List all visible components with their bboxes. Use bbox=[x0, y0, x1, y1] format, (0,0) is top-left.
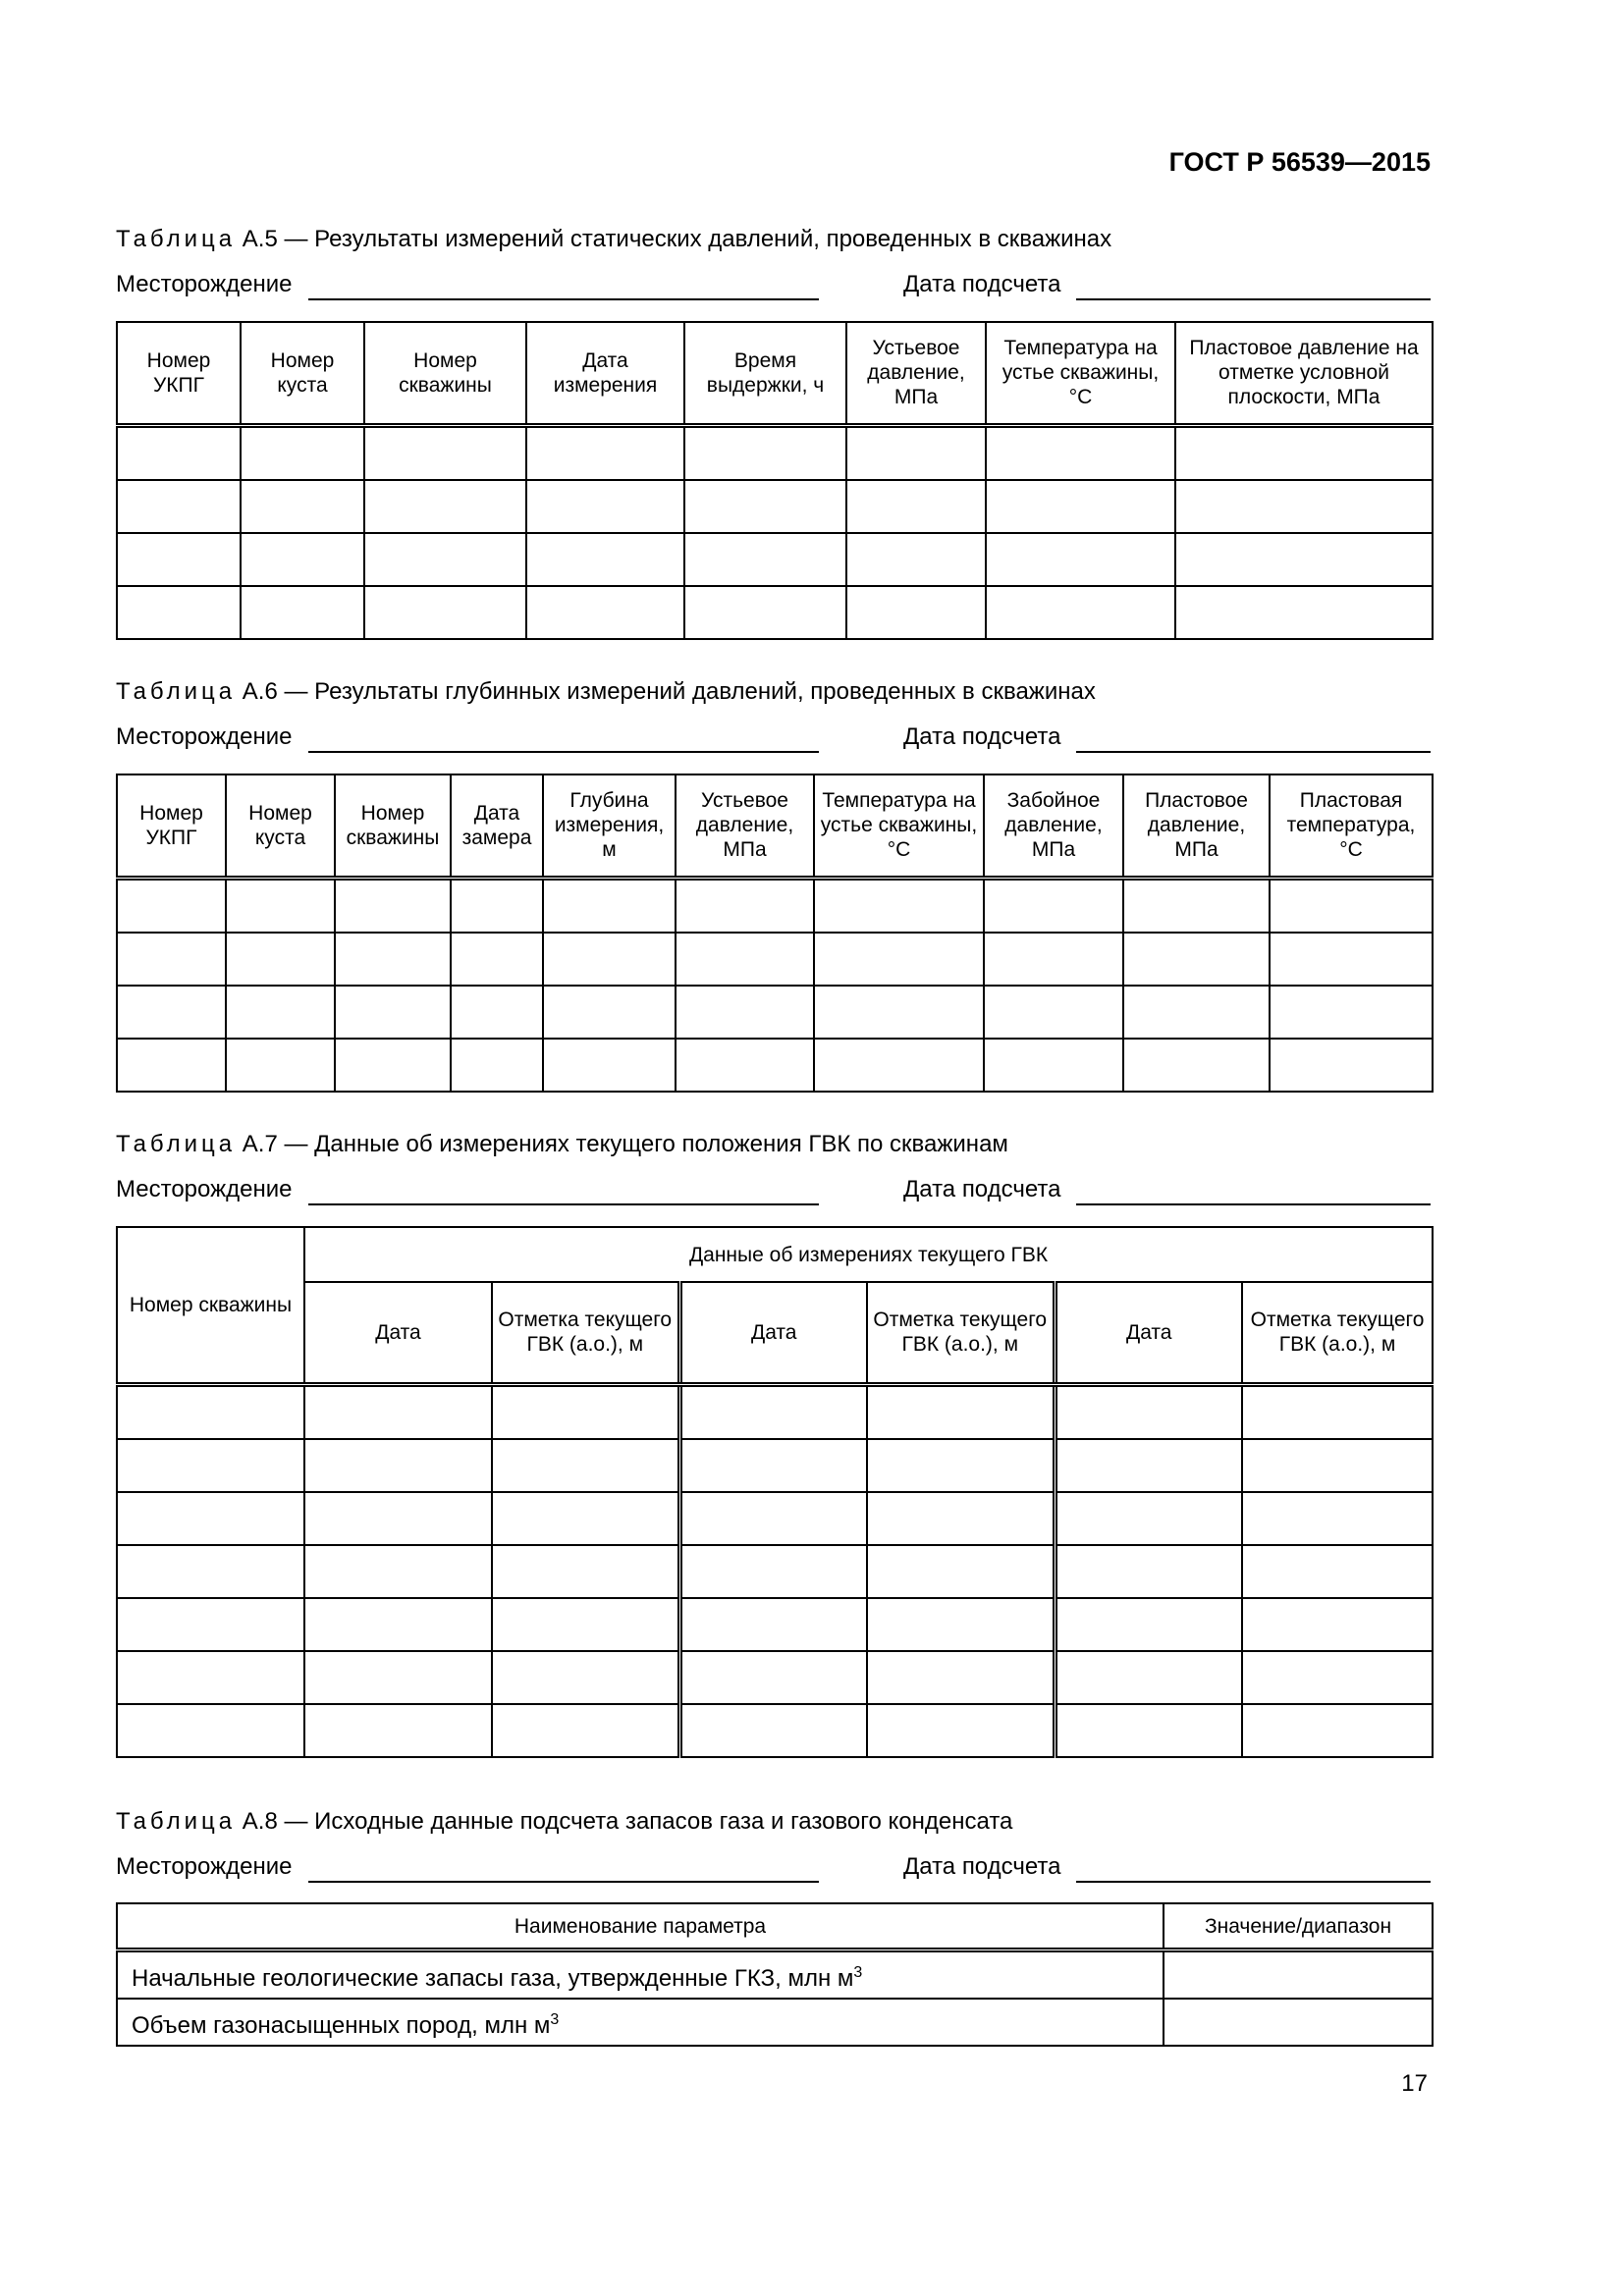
date-label: Дата подсчета bbox=[903, 271, 1061, 297]
field-label: Месторождение bbox=[116, 1853, 293, 1880]
table-cell[interactable] bbox=[679, 1384, 867, 1439]
table-cell[interactable] bbox=[492, 1545, 679, 1598]
table-a6-col-reservoir-temp: Пластовая температура, °С bbox=[1270, 774, 1433, 878]
table-cell[interactable] bbox=[1123, 933, 1270, 986]
table-a6-fields bbox=[116, 723, 1431, 757]
field-input-line[interactable] bbox=[308, 1853, 819, 1883]
table-a5-fields bbox=[116, 271, 1431, 304]
table-cell[interactable] bbox=[1055, 1598, 1242, 1651]
field-input-line[interactable] bbox=[308, 1176, 819, 1205]
table-row bbox=[117, 1950, 1433, 2000]
table-cell[interactable] bbox=[364, 480, 526, 533]
table-a6-caption-word: Таблица bbox=[116, 678, 237, 705]
param-unit-superscript: 3 bbox=[550, 2010, 560, 2028]
table-cell[interactable] bbox=[1175, 533, 1433, 586]
table-a7-col-date-2: Дата bbox=[679, 1282, 867, 1384]
table-a5-col-wellhead-temp: Температура на устье скважины, °С bbox=[986, 322, 1175, 425]
date-label: Дата подсчета bbox=[903, 1853, 1061, 1880]
table-cell[interactable] bbox=[1123, 1039, 1270, 1092]
table-cell[interactable] bbox=[226, 986, 335, 1039]
table-cell[interactable] bbox=[1055, 1384, 1242, 1439]
table-cell[interactable] bbox=[543, 878, 676, 933]
table-cell[interactable] bbox=[684, 425, 846, 480]
table-cell[interactable] bbox=[1242, 1439, 1433, 1492]
table-row bbox=[117, 1704, 1433, 1757]
table-a7-col-mark-1: Отметка текущего ГВК (а.о.), м bbox=[492, 1282, 679, 1384]
table-a7 bbox=[116, 1226, 1434, 1758]
table-cell[interactable] bbox=[814, 933, 984, 986]
table-row bbox=[117, 480, 1433, 533]
table-cell[interactable] bbox=[984, 1039, 1123, 1092]
table-cell[interactable] bbox=[492, 1439, 679, 1492]
table-row bbox=[117, 1492, 1433, 1545]
table-cell[interactable] bbox=[867, 1439, 1055, 1492]
table-a8-col-value: Значение/диапазон bbox=[1164, 1903, 1433, 1950]
date-label: Дата подсчета bbox=[903, 723, 1061, 750]
table-cell[interactable] bbox=[846, 425, 986, 480]
table-cell[interactable] bbox=[117, 1651, 304, 1704]
table-cell[interactable] bbox=[335, 1039, 451, 1092]
table-cell[interactable] bbox=[986, 480, 1175, 533]
table-cell[interactable] bbox=[1270, 933, 1433, 986]
table-row bbox=[117, 1545, 1433, 1598]
table-cell[interactable] bbox=[679, 1651, 867, 1704]
table-a5-col-reservoir-pressure: Пластовое давление на отметке условной плоскости, МПа bbox=[1175, 322, 1433, 425]
table-cell[interactable] bbox=[117, 533, 241, 586]
table-cell[interactable] bbox=[679, 1598, 867, 1651]
table-cell[interactable] bbox=[1055, 1651, 1242, 1704]
table-a5-caption-word: Таблица bbox=[116, 226, 237, 252]
field-label: Месторождение bbox=[116, 723, 293, 750]
table-a6-col-cluster: Номер куста bbox=[226, 774, 335, 878]
table-cell[interactable] bbox=[543, 1039, 676, 1092]
param-value-cell[interactable] bbox=[1164, 1999, 1433, 2046]
table-cell[interactable] bbox=[304, 1651, 492, 1704]
param-name: Начальные геологические запасы газа, утвержденные ГКЗ, млн м bbox=[132, 1964, 854, 1992]
table-cell[interactable] bbox=[304, 1598, 492, 1651]
document-number: ГОСТ Р 56539—2015 bbox=[1168, 147, 1431, 177]
table-a6-caption bbox=[116, 678, 1096, 706]
table-a5-caption bbox=[116, 226, 1111, 253]
table-cell[interactable] bbox=[335, 986, 451, 1039]
date-input-line[interactable] bbox=[1076, 1176, 1431, 1205]
table-a6-col-wellhead-temp: Температура на устье скважины, °С bbox=[814, 774, 984, 878]
table-row bbox=[117, 1651, 1433, 1704]
table-cell[interactable] bbox=[304, 1384, 492, 1439]
table-row bbox=[117, 1439, 1433, 1492]
table-a5-col-well: Номер скважины bbox=[364, 322, 526, 425]
table-cell[interactable] bbox=[117, 425, 241, 480]
table-a8-caption-text: А.8 — Исходные данные подсчета запасов газа и газового конденсата bbox=[242, 1808, 1013, 1835]
table-cell[interactable] bbox=[679, 1704, 867, 1757]
table-a7-col-date-3: Дата bbox=[1055, 1282, 1242, 1384]
table-cell[interactable] bbox=[984, 933, 1123, 986]
table-row bbox=[117, 878, 1433, 933]
table-a5 bbox=[116, 321, 1434, 640]
table-a6-caption-text: А.6 — Результаты глубинных измерений давлений, проведенных в скважинах bbox=[242, 678, 1096, 705]
table-cell[interactable] bbox=[867, 1704, 1055, 1757]
table-cell[interactable] bbox=[304, 1545, 492, 1598]
table-cell[interactable] bbox=[492, 1384, 679, 1439]
table-a6-col-well: Номер скважины bbox=[335, 774, 451, 878]
table-cell[interactable] bbox=[679, 1439, 867, 1492]
table-cell[interactable] bbox=[1242, 1545, 1433, 1598]
table-a7-group-header: Данные об измерениях текущего ГВК bbox=[304, 1227, 1433, 1282]
table-cell[interactable] bbox=[1175, 586, 1433, 639]
table-cell[interactable] bbox=[451, 933, 543, 986]
table-cell[interactable] bbox=[867, 1384, 1055, 1439]
table-cell[interactable] bbox=[117, 1545, 304, 1598]
table-cell[interactable] bbox=[117, 933, 226, 986]
table-cell[interactable] bbox=[117, 1598, 304, 1651]
page-number: 17 bbox=[1401, 2070, 1428, 2097]
table-row bbox=[117, 586, 1433, 639]
table-cell[interactable] bbox=[117, 1492, 304, 1545]
table-a7-fields bbox=[116, 1176, 1431, 1209]
table-a6-col-wellhead-pressure: Устьевое давление, МПа bbox=[676, 774, 814, 878]
table-cell[interactable] bbox=[1270, 986, 1433, 1039]
table-row bbox=[117, 1039, 1433, 1092]
table-cell[interactable] bbox=[492, 1704, 679, 1757]
date-input-line[interactable] bbox=[1076, 271, 1431, 300]
table-cell[interactable] bbox=[867, 1492, 1055, 1545]
table-cell[interactable] bbox=[241, 586, 364, 639]
table-cell[interactable] bbox=[1055, 1545, 1242, 1598]
table-a5-col-wellhead-pressure: Устьевое давление, МПа bbox=[846, 322, 986, 425]
table-cell[interactable] bbox=[492, 1492, 679, 1545]
table-cell[interactable] bbox=[1270, 1039, 1433, 1092]
table-cell[interactable] bbox=[492, 1651, 679, 1704]
table-a5-col-date: Дата измерения bbox=[526, 322, 684, 425]
table-a6 bbox=[116, 774, 1434, 1093]
table-a7-col-date-1: Дата bbox=[304, 1282, 492, 1384]
table-cell[interactable] bbox=[1242, 1492, 1433, 1545]
table-cell[interactable] bbox=[526, 533, 684, 586]
table-a6-col-date: Дата замера bbox=[451, 774, 543, 878]
table-cell[interactable] bbox=[814, 1039, 984, 1092]
table-cell[interactable] bbox=[226, 933, 335, 986]
table-a6-col-bottomhole-pressure: Забойное давление, МПа bbox=[984, 774, 1123, 878]
table-cell[interactable] bbox=[335, 933, 451, 986]
table-row bbox=[117, 533, 1433, 586]
table-cell[interactable] bbox=[451, 986, 543, 1039]
table-cell[interactable] bbox=[117, 1039, 226, 1092]
table-cell[interactable] bbox=[364, 586, 526, 639]
table-cell[interactable] bbox=[526, 425, 684, 480]
table-cell[interactable] bbox=[1055, 1439, 1242, 1492]
table-a7-caption-text: А.7 — Данные об измерениях текущего положения ГВК по скважинам bbox=[242, 1131, 1008, 1157]
table-cell[interactable] bbox=[814, 986, 984, 1039]
table-cell[interactable] bbox=[241, 533, 364, 586]
table-a8-fields bbox=[116, 1853, 1431, 1887]
table-cell[interactable] bbox=[867, 1651, 1055, 1704]
param-name-cell bbox=[117, 1950, 1164, 2000]
table-cell[interactable] bbox=[684, 480, 846, 533]
table-cell[interactable] bbox=[846, 480, 986, 533]
table-cell[interactable] bbox=[1123, 986, 1270, 1039]
table-cell[interactable] bbox=[986, 533, 1175, 586]
table-cell[interactable] bbox=[846, 533, 986, 586]
table-cell[interactable] bbox=[117, 1704, 304, 1757]
table-a6-col-ukpg: Номер УКПГ bbox=[117, 774, 226, 878]
table-cell[interactable] bbox=[867, 1598, 1055, 1651]
date-input-line[interactable] bbox=[1076, 1853, 1431, 1883]
table-cell[interactable] bbox=[1175, 480, 1433, 533]
table-cell[interactable] bbox=[814, 878, 984, 933]
table-cell[interactable] bbox=[1270, 878, 1433, 933]
table-a8-caption-word: Таблица bbox=[116, 1808, 237, 1835]
table-cell[interactable] bbox=[451, 878, 543, 933]
table-cell[interactable] bbox=[1055, 1492, 1242, 1545]
table-cell[interactable] bbox=[1242, 1651, 1433, 1704]
param-unit-superscript: 3 bbox=[853, 1963, 863, 1981]
table-a5-col-ukpg: Номер УКПГ bbox=[117, 322, 241, 425]
table-cell[interactable] bbox=[304, 1492, 492, 1545]
table-a6-col-reservoir-pressure: Пластовое давление, МПа bbox=[1123, 774, 1270, 878]
table-a8 bbox=[116, 1902, 1434, 2047]
table-cell[interactable] bbox=[846, 586, 986, 639]
table-cell[interactable] bbox=[117, 1439, 304, 1492]
table-cell[interactable] bbox=[364, 425, 526, 480]
field-input-line[interactable] bbox=[308, 723, 819, 753]
table-cell[interactable] bbox=[676, 1039, 814, 1092]
table-cell[interactable] bbox=[1123, 878, 1270, 933]
table-a7-col-mark-2: Отметка текущего ГВК (а.о.), м bbox=[867, 1282, 1055, 1384]
table-cell[interactable] bbox=[304, 1704, 492, 1757]
table-row bbox=[117, 1999, 1433, 2046]
table-cell[interactable] bbox=[335, 878, 451, 933]
table-row bbox=[117, 425, 1433, 480]
table-cell[interactable] bbox=[986, 425, 1175, 480]
field-input-line[interactable] bbox=[308, 271, 819, 300]
table-cell[interactable] bbox=[986, 586, 1175, 639]
table-cell[interactable] bbox=[1055, 1704, 1242, 1757]
table-cell[interactable] bbox=[526, 586, 684, 639]
table-cell[interactable] bbox=[492, 1598, 679, 1651]
table-cell[interactable] bbox=[984, 986, 1123, 1039]
field-label: Месторождение bbox=[116, 271, 293, 297]
param-name-cell bbox=[117, 1999, 1164, 2046]
table-a5-col-cluster: Номер куста bbox=[241, 322, 364, 425]
table-cell[interactable] bbox=[117, 878, 226, 933]
table-cell[interactable] bbox=[1242, 1384, 1433, 1439]
table-cell[interactable] bbox=[676, 933, 814, 986]
table-a5-caption-text: А.5 — Результаты измерений статических давлений, проведенных в скважинах bbox=[242, 226, 1112, 252]
table-cell[interactable] bbox=[117, 480, 241, 533]
table-cell[interactable] bbox=[676, 986, 814, 1039]
table-cell[interactable] bbox=[304, 1439, 492, 1492]
table-cell[interactable] bbox=[543, 986, 676, 1039]
table-cell[interactable] bbox=[684, 533, 846, 586]
table-cell[interactable] bbox=[526, 480, 684, 533]
table-cell[interactable] bbox=[451, 1039, 543, 1092]
table-cell[interactable] bbox=[117, 986, 226, 1039]
table-cell[interactable] bbox=[984, 878, 1123, 933]
table-a7-col-mark-3: Отметка текущего ГВК (а.о.), м bbox=[1242, 1282, 1433, 1384]
param-name: Объем газонасыщенных пород, млн м bbox=[132, 2011, 551, 2039]
table-cell[interactable] bbox=[226, 878, 335, 933]
table-cell[interactable] bbox=[241, 480, 364, 533]
table-a6-col-depth: Глубина измерения, м bbox=[543, 774, 676, 878]
table-a8-col-param: Наименование параметра bbox=[117, 1903, 1164, 1950]
table-cell[interactable] bbox=[679, 1545, 867, 1598]
table-cell[interactable] bbox=[543, 933, 676, 986]
table-cell[interactable] bbox=[1242, 1704, 1433, 1757]
table-a7-caption-word: Таблица bbox=[116, 1131, 237, 1157]
date-label: Дата подсчета bbox=[903, 1176, 1061, 1202]
table-cell[interactable] bbox=[679, 1492, 867, 1545]
table-cell[interactable] bbox=[241, 425, 364, 480]
table-row bbox=[117, 933, 1433, 986]
table-a8-caption bbox=[116, 1808, 1012, 1836]
table-cell[interactable] bbox=[1175, 425, 1433, 480]
table-cell[interactable] bbox=[676, 878, 814, 933]
table-cell[interactable] bbox=[226, 1039, 335, 1092]
table-cell[interactable] bbox=[117, 1384, 304, 1439]
table-cell[interactable] bbox=[364, 533, 526, 586]
field-label: Месторождение bbox=[116, 1176, 293, 1202]
table-row bbox=[117, 986, 1433, 1039]
table-cell[interactable] bbox=[867, 1545, 1055, 1598]
table-a7-col-well: Номер скважины bbox=[117, 1227, 304, 1384]
table-cell[interactable] bbox=[1242, 1598, 1433, 1651]
table-cell[interactable] bbox=[684, 586, 846, 639]
table-a7-caption bbox=[116, 1131, 1008, 1158]
table-row bbox=[117, 1598, 1433, 1651]
param-value-cell[interactable] bbox=[1164, 1950, 1433, 2000]
table-cell[interactable] bbox=[117, 586, 241, 639]
date-input-line[interactable] bbox=[1076, 723, 1431, 753]
table-a5-col-hold-time: Время выдержки, ч bbox=[684, 322, 846, 425]
table-row bbox=[117, 1384, 1433, 1439]
